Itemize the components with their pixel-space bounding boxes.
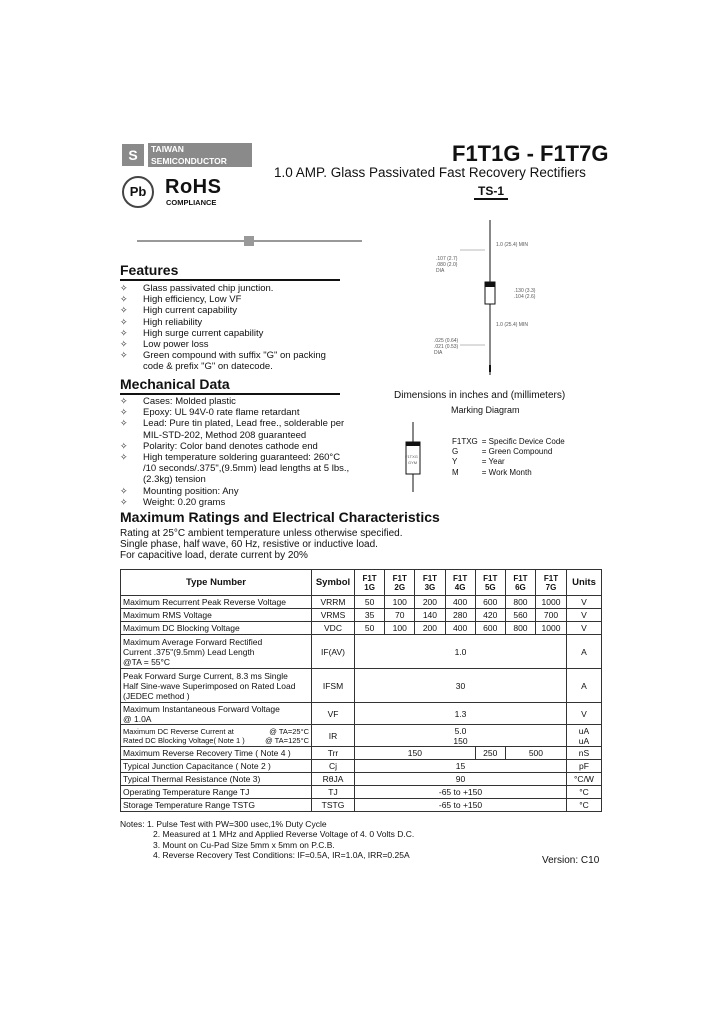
list-item: ✧ High temperature soldering guaranteed: 260°C /10 seconds/.375",(9.5mm) lead lengths at 5 lbs.,(2.3kg) tension <box>120 452 350 486</box>
table-row <box>121 725 602 747</box>
legend-desc: = Work Month <box>481 467 532 477</box>
note-item: 3. Mount on Cu-Pad Size 5mm x 5mm on P.C.B. <box>153 839 335 850</box>
value-line: 5.0 <box>454 725 467 736</box>
list-item: ✧ Weight: 0.20 grams <box>120 497 350 508</box>
col-units: Units <box>567 570 602 596</box>
table-row <box>121 786 602 799</box>
symbol-cell: VF <box>312 703 355 725</box>
diode-body-icon <box>244 236 254 246</box>
param-cell <box>121 635 312 669</box>
param-line <box>123 736 309 745</box>
symbol-cell: VDC <box>312 622 355 635</box>
brand-line-2: SEMICONDUCTOR <box>151 156 227 166</box>
legend-desc: = Green Compound <box>481 447 553 457</box>
dim-lead-top: 1.0 (25.4) MIN <box>496 242 528 248</box>
list-item: ✧ High reliability <box>120 317 345 328</box>
symbol-cell: IFSM <box>312 669 355 703</box>
param-cell: Maximum DC Blocking Voltage <box>121 622 312 635</box>
symbol-cell: IF(AV) <box>312 635 355 669</box>
col-part: F1T 4G <box>445 570 475 596</box>
list-item: ✧ Epoxy: UL 94V-0 rate flame retardant <box>120 407 350 418</box>
value-line: 150 <box>453 735 468 746</box>
table-row <box>121 609 602 622</box>
dim-body-dia: .107 (2.7) .080 (2.0) DIA <box>436 256 458 274</box>
rating-line: For capacitive load, derate current by 20% <box>120 550 308 561</box>
list-item: ✧ High surge current capability <box>120 328 345 339</box>
value-cell: 70 <box>385 609 415 622</box>
value-cell: 1.3 <box>355 703 567 725</box>
table-row <box>121 760 602 773</box>
list-item: ✧ Green compound with suffix "G" on packing code & prefix "G" on datecode. <box>120 350 345 372</box>
list-item: ✧ High current capability <box>120 305 345 316</box>
value-cell: 700 <box>536 609 567 622</box>
table-row <box>121 669 602 703</box>
company-logo: S <box>122 144 144 166</box>
value-cell: 500 <box>505 747 566 760</box>
param-line: Peak Forward Surge Current, 8.3 ms Single <box>123 670 288 681</box>
rohs-compliance: COMPLIANCE <box>166 198 217 207</box>
param-line: Maximum Instantaneous Forward Voltage <box>123 703 280 714</box>
param-line: Maximum Average Forward Rectified <box>123 636 263 647</box>
value-cell: 35 <box>355 609 385 622</box>
list-item: ✧ Mounting position: Any <box>120 486 350 497</box>
param-line: @ 1.0A <box>123 713 152 724</box>
lead-free-badge: Pb <box>122 176 154 208</box>
legend-desc: = Specific Device Code <box>481 437 565 446</box>
unit-cell: °C <box>567 799 602 812</box>
value-cell: 280 <box>445 609 475 622</box>
value-cell: 560 <box>505 609 535 622</box>
unit-cell: nS <box>567 747 602 760</box>
list-item <box>452 437 569 447</box>
list-item: ✧ Polarity: Color band denotes cathode end <box>120 441 350 452</box>
col-part: F1T 2G <box>385 570 415 596</box>
dim-lead-bottom: 1.0 (25.4) MIN <box>496 322 528 328</box>
value-cell: 150 <box>355 747 476 760</box>
value-cell: -65 to +150 <box>355 799 567 812</box>
value-cell: 800 <box>505 596 535 609</box>
param-cell: Typical Thermal Resistance (Note 3) <box>121 773 312 786</box>
unit-cell: V <box>567 609 602 622</box>
table-row <box>121 622 602 635</box>
rating-line: Single phase, half wave, 60 Hz, resistive or inductive load. <box>120 539 378 550</box>
value-cell: 250 <box>475 747 505 760</box>
unit-line: uA <box>578 735 590 746</box>
ratings-conditions <box>120 528 402 561</box>
list-item: ✧ Low power loss <box>120 339 345 350</box>
table-row <box>121 799 602 812</box>
param-line: @TA = 55°C <box>123 656 171 667</box>
note-item: 4. Reverse Recovery Test Conditions: IF=0.5A, IR=1.0A, IRR=0.25A <box>153 849 410 860</box>
value-cell: 1.0 <box>355 635 567 669</box>
list-item: ✧ Lead: Pure tin plated, Lead free., solderable per MIL-STD-202, Method 208 guaranteed <box>120 418 350 440</box>
symbol-cell: RθJA <box>312 773 355 786</box>
value-cell: 50 <box>355 622 385 635</box>
col-symbol: Symbol <box>312 570 355 596</box>
value-cell: 420 <box>475 609 505 622</box>
unit-cell: pF <box>567 760 602 773</box>
symbol-cell: Trr <box>312 747 355 760</box>
legend-code: Y <box>452 457 458 467</box>
legend-desc: = Year <box>481 457 505 467</box>
notes <box>120 819 414 860</box>
package-name: TS-1 <box>474 184 508 200</box>
param-cond: @ TA=25°C <box>269 726 309 736</box>
param-line: Half Sine-wave Superimposed on Rated Load <box>123 680 296 691</box>
col-part: F1T 7G <box>536 570 567 596</box>
param-cell: Storage Temperature Range TSTG <box>121 799 312 812</box>
dim-lead-dia: .025 (0.64) .021 (0.53) DIA <box>434 338 459 356</box>
table-row <box>121 773 602 786</box>
value-cell: 140 <box>415 609 445 622</box>
unit-cell: °C/W <box>567 773 602 786</box>
value-cell: 50 <box>355 596 385 609</box>
table-row <box>121 703 602 725</box>
marking-date: GYM <box>408 460 418 465</box>
page-title: F1T1G - F1T7G <box>452 141 609 166</box>
ratings-heading: Maximum Ratings and Electrical Characteristics <box>120 509 440 525</box>
legend-code: M <box>452 467 459 477</box>
value-cell: 1000 <box>536 622 567 635</box>
unit-cell: A <box>567 669 602 703</box>
note-item: 1. Pulse Test with PW=300 usec,1% Duty Cycle <box>146 819 327 829</box>
notes-line <box>120 819 414 829</box>
param-line: (JEDEC method ) <box>123 690 190 701</box>
col-type-number: Type Number <box>121 570 312 596</box>
table-row <box>121 747 602 760</box>
param-cell: Maximum Recurrent Peak Reverse Voltage <box>121 596 312 609</box>
param-cell: Maximum Reverse Recovery Time ( Note 4 ) <box>121 747 312 760</box>
mechanical-list <box>120 396 350 508</box>
company-name <box>148 143 252 167</box>
notes-label: Notes: <box>120 819 145 829</box>
param-text: Rated DC Blocking Voltage( Note 1 ) <box>123 735 245 745</box>
table-row <box>121 596 602 609</box>
table-row <box>121 635 602 669</box>
dimensions-caption: Dimensions in inches and (millimeters) <box>394 390 566 401</box>
list-item <box>452 447 569 457</box>
list-item: ✧ Cases: Molded plastic <box>120 396 350 407</box>
unit-line: uA <box>578 725 590 736</box>
col-part: F1T 5G <box>475 570 505 596</box>
param-cell: Typical Junction Capacitance ( Note 2 ) <box>121 760 312 773</box>
note-item: 2. Measured at 1 MHz and Applied Reverse Voltage of 4. 0 Volts D.C. <box>153 829 415 840</box>
value-cell: 600 <box>475 596 505 609</box>
param-line <box>123 727 309 736</box>
version-label: Version: C10 <box>542 855 600 866</box>
mechanical-heading: Mechanical Data <box>120 376 340 395</box>
param-cell <box>121 669 312 703</box>
rating-line: Rating at 25°C ambient temperature unless otherwise specified. <box>120 528 403 539</box>
value-cell: 200 <box>415 596 445 609</box>
unit-cell <box>567 725 602 747</box>
symbol-cell: TSTG <box>312 799 355 812</box>
marking-code: F1TXG <box>405 454 418 459</box>
table-header-row <box>121 570 602 596</box>
value-cell: 90 <box>355 773 567 786</box>
ratings-table <box>120 569 602 812</box>
legend-code: G <box>452 447 459 457</box>
col-part: F1T 6G <box>505 570 535 596</box>
value-cell: 1000 <box>536 596 567 609</box>
marking-legend <box>452 437 569 478</box>
legend-code: F1TXG <box>452 437 478 446</box>
features-heading: Features <box>120 262 340 281</box>
unit-cell: A <box>567 635 602 669</box>
list-item: ✧ Glass passivated chip junction. <box>120 283 345 294</box>
symbol-cell: IR <box>312 725 355 747</box>
param-line: Current .375"(9.5mm) Lead Length <box>123 646 255 657</box>
list-item <box>452 468 569 478</box>
page-subtitle: 1.0 AMP. Glass Passivated Fast Recovery Rectifiers <box>274 165 586 180</box>
unit-cell: V <box>567 622 602 635</box>
dim-body-len: .130 (3.3) .104 (2.6) <box>514 288 536 300</box>
param-cell <box>121 703 312 725</box>
list-item <box>452 457 569 467</box>
symbol-cell: TJ <box>312 786 355 799</box>
features-list <box>120 283 345 373</box>
param-cell <box>121 725 312 747</box>
value-cell: 600 <box>475 622 505 635</box>
brand-line-1: TAIWAN <box>151 144 184 154</box>
symbol-cell: VRMS <box>312 609 355 622</box>
value-cell: 800 <box>505 622 535 635</box>
symbol-cell: Cj <box>312 760 355 773</box>
unit-cell: V <box>567 703 602 725</box>
value-cell: 200 <box>415 622 445 635</box>
rohs-label: RoHS <box>165 176 222 198</box>
unit-cell: V <box>567 596 602 609</box>
value-cell: 30 <box>355 669 567 703</box>
col-part: F1T 3G <box>415 570 445 596</box>
value-cell: 100 <box>385 596 415 609</box>
col-part: F1T 1G <box>355 570 385 596</box>
unit-cell: °C <box>567 786 602 799</box>
value-cell: -65 to +150 <box>355 786 567 799</box>
list-item: ✧ High efficiency, Low VF <box>120 294 345 305</box>
value-cell: 15 <box>355 760 567 773</box>
param-cell: Maximum RMS Voltage <box>121 609 312 622</box>
value-cell: 100 <box>385 622 415 635</box>
param-cell: Operating Temperature Range TJ <box>121 786 312 799</box>
symbol-cell: VRRM <box>312 596 355 609</box>
marking-diagram-title: Marking Diagram <box>451 405 520 415</box>
value-cell: 400 <box>445 596 475 609</box>
param-text: Maximum DC Reverse Current at <box>123 726 234 736</box>
value-cell <box>355 725 567 747</box>
param-cond: @ TA=125°C <box>265 735 309 745</box>
value-cell: 400 <box>445 622 475 635</box>
